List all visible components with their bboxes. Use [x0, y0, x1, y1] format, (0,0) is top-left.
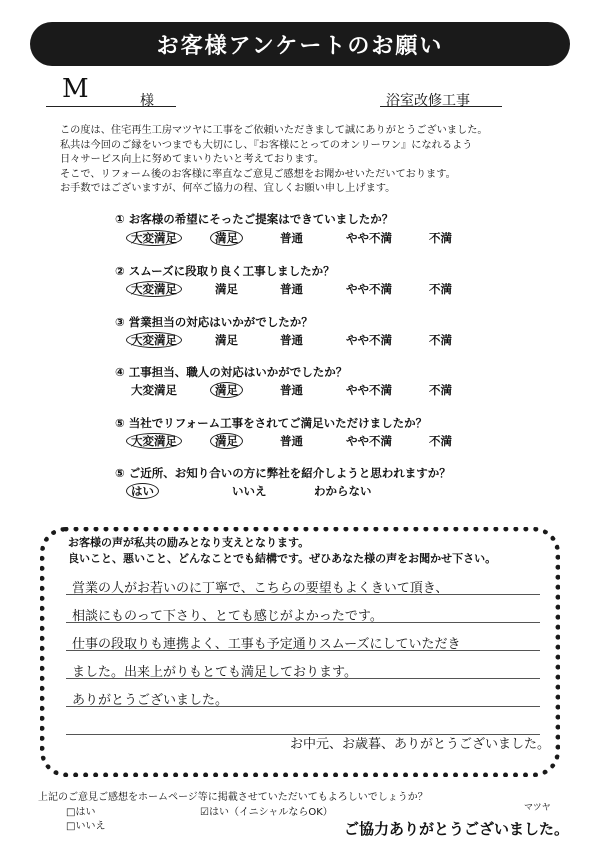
q1-option-slightly-unsatisfied[interactable]: やや不満 [346, 231, 392, 245]
q3-option-normal[interactable]: 普通 [280, 333, 303, 347]
q3-option-very-satisfied[interactable]: 大変満足 [126, 332, 182, 348]
q4-option-slightly-unsatisfied[interactable]: やや不満 [346, 383, 392, 397]
project-name: 浴室改修工事 [386, 93, 470, 109]
q5-option-normal[interactable]: 普通 [280, 434, 303, 448]
question-3: ③ 営業担当の対応はいかがでしたか？ [115, 315, 313, 329]
comment-line-7: お中元、お歳暮、ありがとうございました。 [290, 737, 551, 752]
intro-line: お手数ではございますが、何卒ご協力の程、宜しくお願い申し上げます。 [60, 183, 396, 195]
q1-option-normal[interactable]: 普通 [280, 231, 303, 245]
intro-line: 私共は今回のご縁をいつまでも大切にし、『お客様にとってのオンリーワン』になれるよう [60, 139, 473, 151]
voice-heading-2: 良いこと、悪いこと、どんなことでも結構です。ぜひあなた様の声をお聞かせ下さい。 [68, 552, 497, 565]
q4-option-unsatisfied[interactable]: 不満 [429, 383, 452, 397]
q3-option-unsatisfied[interactable]: 不満 [429, 333, 452, 347]
q2-option-very-satisfied[interactable]: 大変満足 [126, 281, 182, 297]
comment-line-4: ました。出来上がりもとても満足しております。 [72, 665, 357, 680]
q6-option-dont-know[interactable]: わからない [314, 484, 372, 498]
q5-option-very-satisfied[interactable]: 大変満足 [126, 433, 182, 449]
publish-option-no[interactable]: □いいえ [66, 821, 106, 832]
q6-option-yes[interactable]: はい [126, 483, 159, 499]
title-banner [30, 22, 570, 66]
intro-line: 日々サービス向上に努めてまいりたいと考えております。 [60, 154, 325, 166]
q4-option-satisfied[interactable]: 満足 [210, 382, 243, 398]
name-underline [46, 106, 176, 107]
page-title: お客様アンケートのお願い [156, 33, 444, 59]
publish-option-yes[interactable]: □はい [66, 807, 96, 818]
question-4: ④ 工事担当、職人の対応はいかがでしたか？ [115, 365, 348, 379]
q2-option-normal[interactable]: 普通 [280, 282, 303, 296]
question-6: ⑤ ご近所、お知り合いの方に弊社を紹介しようと思われますか？ [115, 466, 451, 480]
q2-option-slightly-unsatisfied[interactable]: やや不満 [346, 282, 392, 296]
customer-name: M [62, 74, 89, 104]
q2-option-unsatisfied[interactable]: 不満 [429, 282, 452, 296]
q3-option-slightly-unsatisfied[interactable]: やや不満 [346, 333, 392, 347]
q5-option-satisfied[interactable]: 満足 [210, 433, 243, 449]
q5-option-unsatisfied[interactable]: 不満 [429, 434, 452, 448]
intro-text [60, 124, 560, 197]
q1-option-very-satisfied[interactable]: 大変満足 [126, 230, 182, 246]
intro-line: この度は、住宅再生工房マツヤに工事をご依頼いただきまして誠にありがとうございました。 [60, 125, 488, 136]
q4-option-very-satisfied[interactable]: 大変満足 [131, 383, 177, 397]
comment-line-1: 営業の人がお若いのに丁寧で、こちらの要望もよくきいて頂き、 [72, 581, 449, 596]
thanks-message: ご協力ありがとうございました。 [344, 820, 570, 838]
q2-option-satisfied[interactable]: 満足 [215, 282, 238, 296]
voice-heading-1: お客様の声が私共の励みとなり支えとなります。 [68, 536, 310, 549]
q4-option-normal[interactable]: 普通 [280, 383, 303, 397]
question-2: ② スムーズに段取り良く工事しましたか？ [115, 264, 335, 278]
question-5: ⑤ 当社でリフォーム工事をされてご満足いただけましたか？ [115, 416, 428, 430]
publish-permission-question: 上記のご意見ご感想をホームページ等に掲載させていただいてもよろしいでしょうか？ [38, 792, 428, 803]
q5-option-slightly-unsatisfied[interactable]: やや不満 [346, 434, 392, 448]
q3-option-satisfied[interactable]: 満足 [215, 333, 238, 347]
q6-option-no[interactable]: いいえ [232, 484, 267, 498]
comment-line-3: 仕事の段取りも連携よく、工事も予定通りスムーズにしていただき [72, 637, 461, 652]
comment-line-5: ありがとうございました。 [72, 693, 229, 708]
intro-line: そこで、リフォーム後のお客様に率直なご意見ご感想をお聞かせいただいております。 [60, 168, 456, 180]
question-1: ① お客様の希望にそったご提案はできていましたか？ [115, 212, 394, 226]
honorific: 様 [140, 93, 154, 109]
comment-line-2: 相談にものって下さり、とても感じがよかったです。 [72, 609, 383, 624]
project-underline [380, 106, 502, 107]
publish-option-initials-ok[interactable]: ☑はい（イニシャルならOK） [200, 807, 333, 818]
company-logo: マツヤ [524, 803, 551, 813]
q1-option-unsatisfied[interactable]: 不満 [429, 231, 452, 245]
q1-option-satisfied[interactable]: 満足 [210, 230, 243, 246]
